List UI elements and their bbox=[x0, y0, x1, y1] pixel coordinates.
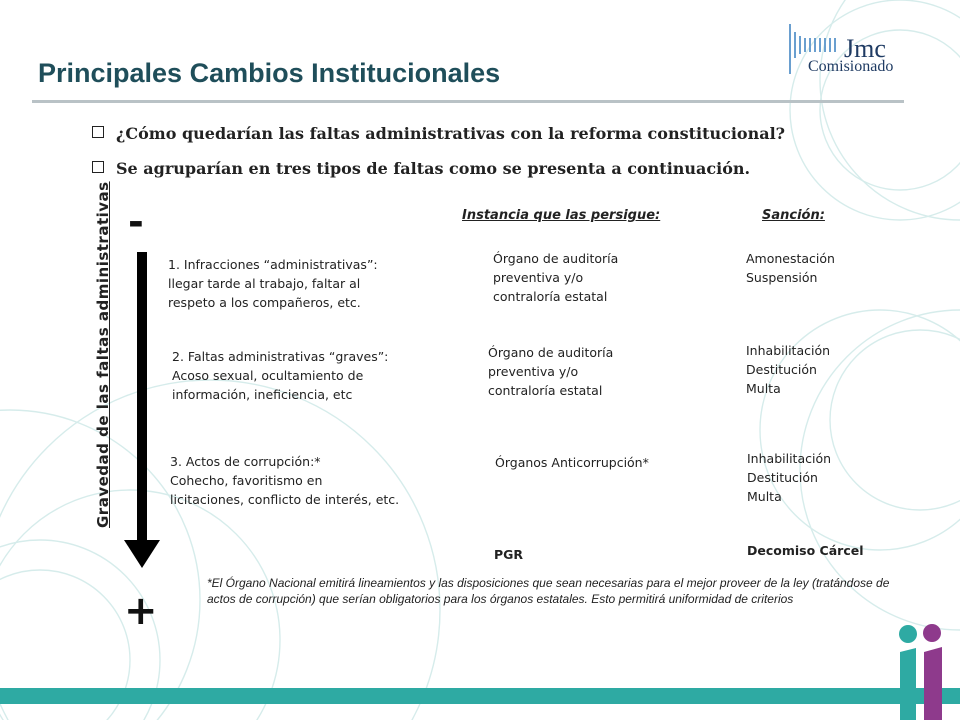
instancia-3-line: Órganos Anticorrupción* bbox=[495, 455, 649, 470]
sancion-3-line: Destitución bbox=[747, 470, 818, 485]
ii-logo-icon bbox=[896, 622, 948, 720]
falta-3-line: Cohecho, favoritismo en bbox=[170, 473, 323, 488]
sancion-decomiso-carcel: Decomiso Cárcel bbox=[747, 543, 864, 558]
instancia-1-line: preventiva y/o bbox=[493, 270, 584, 285]
instancia-item-2 bbox=[488, 343, 613, 400]
sancion-3-line: Inhabilitación bbox=[747, 451, 832, 466]
sancion-item-1 bbox=[746, 249, 835, 287]
instancia-item-3 bbox=[495, 453, 649, 472]
bullet-question bbox=[92, 124, 785, 143]
instancia-1-line: Órgano de auditoría bbox=[493, 251, 619, 266]
bottom-accent-band bbox=[0, 688, 960, 704]
checkbox-bullet-icon bbox=[92, 126, 104, 138]
down-arrow-icon bbox=[137, 252, 147, 542]
sancion-2-line: Multa bbox=[746, 381, 781, 396]
falta-2-line: Acoso sexual, ocultamiento de bbox=[172, 368, 364, 383]
instancia-2-line: contraloría estatal bbox=[488, 383, 603, 398]
logo-brand: Jmc bbox=[844, 34, 886, 63]
title-divider bbox=[32, 100, 904, 103]
instancia-header: Instancia que las persigue: bbox=[462, 208, 661, 223]
down-arrow-head-icon bbox=[124, 540, 160, 568]
sancion-1-line: Suspensión bbox=[746, 270, 818, 285]
logo-tagline: Comisionado bbox=[808, 58, 894, 75]
sancion-2-line: Inhabilitación bbox=[746, 343, 831, 358]
sancion-1-line: Amonestación bbox=[746, 251, 835, 266]
footnote: *El Órgano Nacional emitirá lineamientos y las disposiciones que sean necesarias para el mejor proveer de la ley (tratándose de actos de corrupción) que serían obligatorios para los órganos estatales. Esto permitirá uniformidad de criterios bbox=[207, 576, 890, 606]
falta-item-3 bbox=[170, 452, 399, 509]
bullet-question-text: ¿Cómo quedarían las faltas administrativas con la reforma constitucional? bbox=[116, 124, 786, 143]
falta-item-2 bbox=[172, 347, 388, 404]
falta-1-line: 1. Infracciones “administrativas”: bbox=[168, 257, 378, 272]
jmc-logo bbox=[784, 18, 924, 78]
falta-2-line: 2. Faltas administrativas “graves”: bbox=[172, 349, 389, 364]
instancia-1-line: contraloría estatal bbox=[493, 289, 608, 304]
falta-1-line: llegar tarde al trabajo, faltar al bbox=[168, 276, 361, 291]
sancion-header: Sanción: bbox=[762, 208, 825, 223]
sancion-item-3 bbox=[747, 449, 831, 506]
sancion-item-2 bbox=[746, 341, 830, 398]
severity-high-symbol: + bbox=[124, 588, 158, 634]
bullet-groups bbox=[92, 159, 750, 178]
severity-low-symbol: - bbox=[128, 200, 144, 244]
checkbox-bullet-icon bbox=[92, 161, 104, 173]
falta-item-1 bbox=[168, 255, 378, 312]
sancion-3-line: Multa bbox=[747, 489, 782, 504]
severity-axis-label: Gravedad de las faltas administrativas bbox=[94, 181, 112, 528]
falta-3-line: 3. Actos de corrupción:* bbox=[170, 454, 321, 469]
instancia-2-line: Órgano de auditoría bbox=[488, 345, 614, 360]
instancia-item-1 bbox=[493, 249, 618, 306]
falta-3-line: licitaciones, conflicto de interés, etc. bbox=[170, 492, 400, 507]
instancia-pgr: PGR bbox=[494, 547, 524, 562]
page-title: Principales Cambios Institucionales bbox=[38, 58, 501, 88]
bullet-groups-text: Se agruparían en tres tipos de faltas como se presenta a continuación. bbox=[116, 159, 751, 178]
sancion-2-line: Destitución bbox=[746, 362, 817, 377]
falta-1-line: respeto a los compañeros, etc. bbox=[168, 295, 361, 310]
instancia-2-line: preventiva y/o bbox=[488, 364, 579, 379]
falta-2-line: información, ineficiencia, etc bbox=[172, 387, 353, 402]
